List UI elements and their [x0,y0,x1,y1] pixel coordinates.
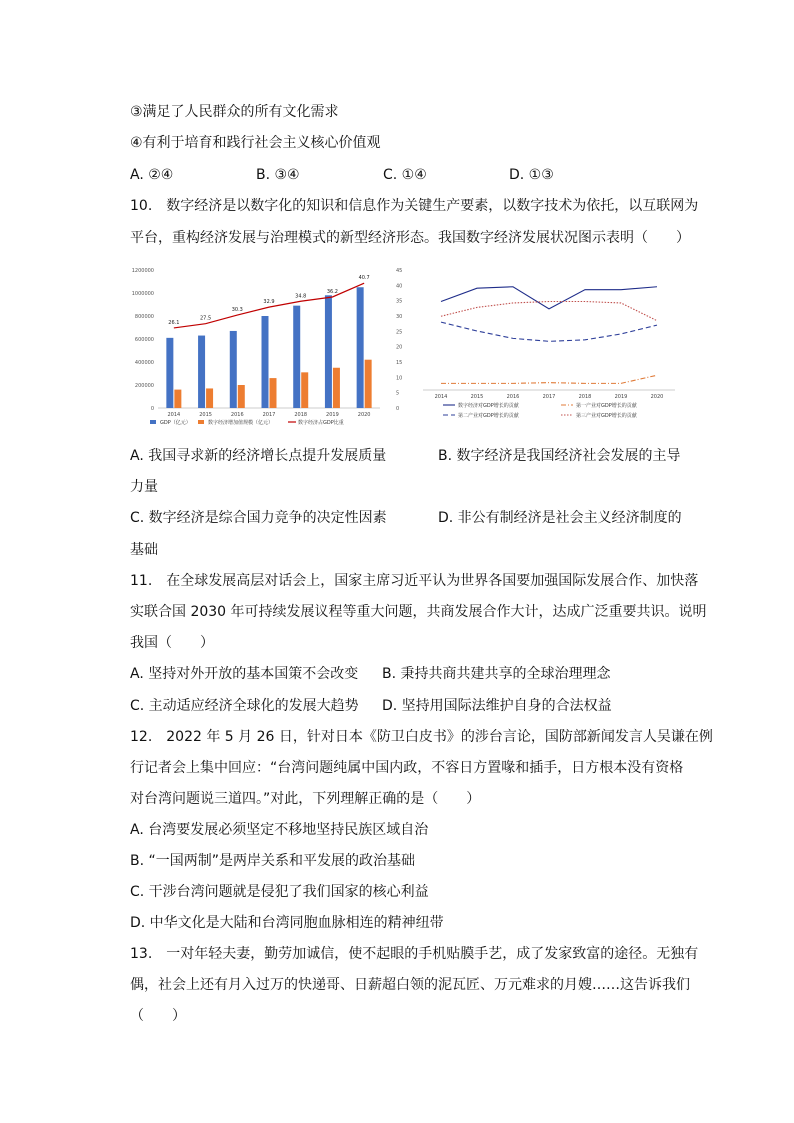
y-tick-label: 400000 [134,360,154,366]
y2-tick-label: 40 [396,283,403,290]
legend-swatch [150,420,156,424]
q12-stem-line-1: 12. 2022 年 5 月 26 日，针对日本《防卫白皮书》的涉台言论，国防部新闻发言人吴谦在例 [130,729,713,745]
share-data-label: 26.1 [168,319,180,326]
y2-tick-label: 25 [396,329,403,336]
q12-stem-line-2: 行记者会上集中回应：“台湾问题纯属中国内政，不容日方置喙和插手，日方根本没有资格 [130,760,684,776]
x-tick-label: 2019 [326,412,339,418]
gdp-bar [262,316,269,408]
y2-tick-label: 35 [396,298,403,305]
q9-option-c: C. ①④ [383,167,427,183]
q10-stem-line-2: 平台，重构经济发展与治理模式的新型经济形态。我国数字经济发展状况图示表明（ ） [130,230,690,246]
q11-stem-line-2: 实联合国 2030 年可持续发展议程等重大问题，共商发展合作大计，达成广泛重要共识。说明 [130,604,707,620]
x-tick-label: 2014 [167,412,181,418]
y-tick-label: 200000 [134,383,154,389]
series-line [441,287,657,309]
series-line [441,302,657,321]
q11-option-a: A. 坚持对外开放的基本国策不会改变 [130,666,359,682]
q13-stem-line-3: （ ） [130,1008,186,1024]
digital-economy-bar [238,385,245,408]
q12-stem-line-3: 对台湾问题说三道四。”对此，下列理解正确的是（ ） [130,791,481,807]
x-tick-label: 2015 [199,412,212,418]
y2-tick-label: 10 [396,375,403,382]
legend-label: 第二产业对GDP增长的贡献 [458,413,519,419]
legend-label: GDP（亿元） [160,420,191,426]
digital-economy-bar [174,390,181,408]
legend-label: 第一产业对GDP增长的贡献 [576,403,637,409]
share-data-label: 30.3 [231,307,243,314]
q11-stem-line-1: 11. 在全球发展高层对话会上，国家主席习近平认为世界各国要加强国际发展合作、加快落 [130,573,699,589]
x-tick-label: 2018 [578,394,592,400]
q10-option-a: A. 我国寻求新的经济增长点提升发展质量 [130,448,387,464]
legend-label: 第三产业对GDP增长的贡献 [576,413,637,419]
q13-stem-line-1: 13. 一对年轻夫妻，勤劳加诚信，使不起眼的手机贴膜手艺，成了发家致富的途径。无独有 [130,946,699,962]
gdp-bar [166,338,173,408]
share-data-label: 40.7 [358,275,370,282]
x-tick-label: 2014 [434,394,448,400]
q9-option-a: A. ②④ [130,167,174,183]
y-tick-label: 1000000 [131,291,154,297]
q11-stem-line-3: 我国（ ） [130,635,214,651]
series-line [441,322,657,341]
x-tick-label: 2015 [470,394,484,400]
y-tick-label: 600000 [134,337,154,343]
series-line [441,375,657,383]
x-tick-label: 2018 [294,412,308,418]
gdp-bar [293,306,300,408]
q12-option-b: B. “一国两制”是两岸关系和平发展的政治基础 [130,853,416,869]
x-tick-label: 2016 [506,394,520,400]
q10-option-d-cont: 基础 [130,542,158,558]
q10-stem-line-1: 10. 数字经济是以数字化的知识和信息作为关键生产要素，以数字技术为依托，以互联网为 [130,198,699,214]
share-data-label: 27.5 [200,315,212,322]
x-tick-label: 2020 [650,394,664,400]
q11-option-b: B. 秉持共商共建共享的全球治理理念 [382,666,611,682]
digital-economy-bar [365,360,372,408]
q9-option-b: B. ③④ [256,167,300,183]
digital-economy-bar [301,372,308,408]
contribution-line-chart [413,262,683,432]
x-tick-label: 2019 [614,394,628,400]
q10-option-b: B. 数字经济是我国经济社会发展的主导 [438,448,681,464]
legend-label: 数字经济占GDP比重 [298,420,344,426]
share-data-label: 36.2 [326,288,338,295]
x-tick-label: 2017 [542,394,556,400]
x-tick-label: 2017 [262,412,276,418]
y2-tick-label: 45 [396,268,403,274]
q12-option-d: D. 中华文化是大陆和台湾同胞血脉相连的精神纽带 [130,915,444,931]
q11-option-c: C. 主动适应经济全球化的发展大趋势 [130,698,359,714]
y-tick-label: 800000 [134,314,154,320]
gdp-bar [198,336,205,408]
gdp-bar [357,287,364,408]
q13-stem-line-2: 偶，社会上还有月入过万的快递哥、日薪超白领的泥瓦匠、万元难求的月嫂……这告诉我们 [130,977,690,993]
share-data-label: 32.9 [263,299,275,306]
y2-tick-label: 5 [396,390,400,397]
digital-economy-bar [333,368,340,408]
q9-item-3: ③满足了人民群众的所有文化需求 [130,104,339,120]
share-data-label: 34.8 [295,293,307,300]
digital-economy-bar [270,378,277,408]
digital-economy-bar [206,388,213,408]
gdp-bar [325,295,332,408]
legend-swatch [198,420,204,424]
y2-tick-label: 20 [396,344,403,351]
q9-option-d: D. ①③ [509,167,554,183]
q10-option-b-cont: 力量 [130,479,158,495]
q10-option-c: C. 数字经济是综合国力竞争的决定性因素 [130,510,387,526]
legend-label: 数字经济增加值规模（亿元） [208,420,274,426]
q9-item-4: ④有利于培育和践行社会主义核心价值观 [130,135,381,151]
q12-option-a: A. 台湾要发展必须坚定不移地坚持民族区域自治 [130,822,429,838]
y-tick-label: 0 [150,406,154,412]
q10-figure [128,262,688,432]
y2-tick-label: 15 [396,360,403,366]
y2-tick-label: 30 [396,314,403,320]
q10-option-d: D. 非公有制经济是社会主义经济制度的 [438,510,682,526]
legend-label: 数字经济对GDP增长的贡献 [458,403,519,409]
y-tick-label: 1200000 [131,268,154,274]
q12-option-c: C. 干涉台湾问题就是侵犯了我们国家的核心利益 [130,884,429,900]
bar-line-chart [128,262,418,432]
x-tick-label: 2016 [230,412,244,418]
q11-option-d: D. 坚持用国际法维护自身的合法权益 [382,698,612,714]
gdp-bar [230,331,237,408]
x-tick-label: 2020 [357,412,371,418]
y2-tick-label: 0 [396,406,400,412]
